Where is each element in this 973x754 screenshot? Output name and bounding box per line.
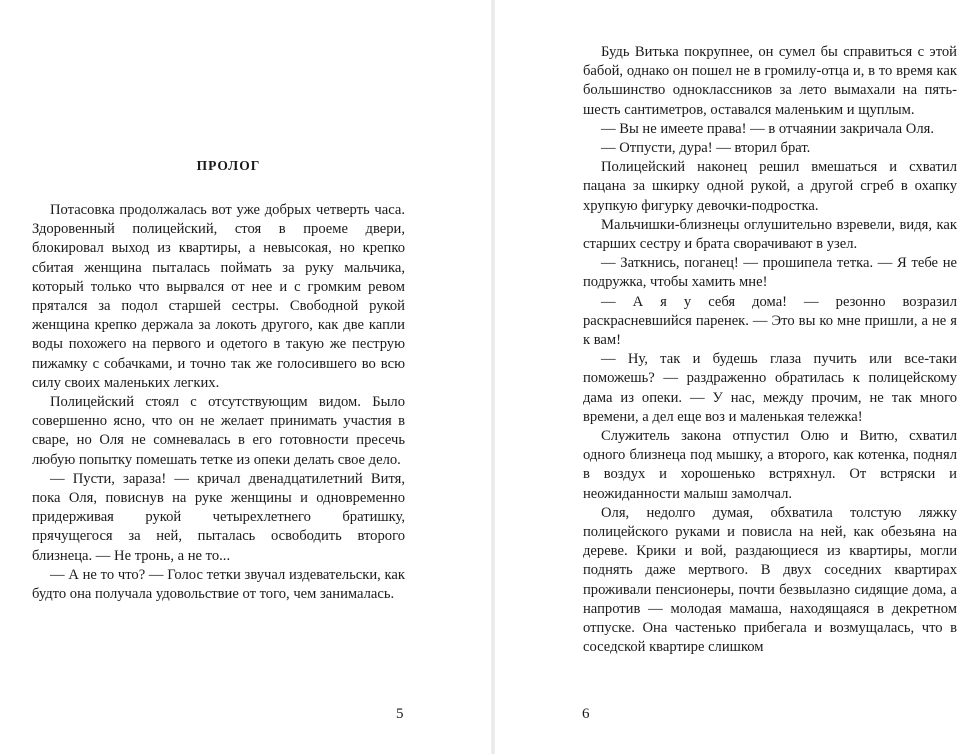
paragraph: Оля, недолго думая, обхватила толстую ляжку полицейского руками и повисла на ней, как обезьяна на дереве. Крики и вой, раздающиеся из квартиры, могли поднять даже мертвого. В двух соседних квартирах проживали пенсионеры, почти безвылазно сидящие дома, а напротив — молодая мамаша, находящаяся в декретном отпуске. Она частенько прибегала и возмущалась, что в соседской квартире слишком	[583, 504, 957, 656]
paragraph: Потасовка продолжалась вот уже добрых четверть часа. Здоровенный полицейский, стоя в проеме двери, блокировал выход из квартиры, а невысокая, но крепко сбитая женщина пыталась поймать за руку мальчика, который только что вырвался от нее и с громким ревом прятался за подол старшей сестры. Свободной рукой женщина крепко держала за локоть другого, как две капли воды похожего на первого и одетого в такую же пеструю пижамку с собачками, и точно так же голосившего во всю силу своих маленьких легких.	[32, 202, 405, 391]
paragraph: — Ну, так и будешь глаза пучить или все-таки поможешь? — раздраженно обратилась к полицейскому дама из опеки. — У нас, между прочим, не так много времени, а дел еще воз и маленькая тележка!	[583, 351, 957, 425]
paragraph: — Отпусти, дура! — вторил брат.	[601, 140, 811, 157]
right-page	[495, 0, 973, 754]
left-page-text	[32, 201, 405, 604]
chapter-title: ПРОЛОГ	[196, 158, 261, 173]
page-number: 5	[396, 706, 404, 722]
paragraph: Полицейский наконец решил вмешаться и схватил пацана за шкирку одной рукой, а другой сгреб в охапку хрупкую фигурку девочки-подростка.	[583, 159, 957, 214]
page-number: 6	[582, 706, 590, 722]
paragraph: Служитель закона отпустил Олю и Витю, схватил одного близнеца под мышку, а второго, как котенка, поднял в воздух и хорошенько встряхнул. От встряски и неожиданности малыш замолчал.	[583, 428, 957, 502]
paragraph: Мальчишки-близнецы оглушительно взревели, видя, как старших сестру и брата сворачивают в узел.	[583, 216, 957, 253]
paragraph: — А я у себя дома! — резонно возразил раскрасневшийся паренек. — Это вы ко мне пришли, а не я к вам!	[583, 293, 957, 349]
paragraph: Полицейский стоял с отсутствующим видом. Было совершенно ясно, что он не желает принимать участия в сваре, но Оля не сомневалась в его готовности пресечь любую попытку помешать тетке из опеки делать свое дело.	[32, 394, 405, 468]
paragraph: — Заткнись, поганец! — прошипела тетка. — Я тебе не подружка, чтобы хамить мне!	[583, 255, 957, 291]
paragraph: — Вы не имеете права! — в отчаянии закричала Оля.	[601, 120, 934, 137]
paragraph: Будь Витька покрупнее, он сумел бы справиться с этой бабой, однако он пошел не в громилу-отца и, в то время как большинство одноклассников за лето вымахали на пять-шесть сантиметров, оставался маленьким и щуплым.	[583, 44, 957, 118]
paragraph: — А не то что? — Голос тетки звучал издевательски, как будто она получала удовольствие от того, чем занималась.	[32, 566, 405, 603]
paragraph: — Пусти, зараза! — кричал двенадцатилетний Витя, пока Оля, повиснув на руке женщины и одновременно придерживая рукой четырехлетнего братишку, прячущегося за ней, пыталась освободить второго близнеца. — Не тронь, а не то...	[32, 470, 405, 564]
right-page-text	[583, 43, 957, 658]
